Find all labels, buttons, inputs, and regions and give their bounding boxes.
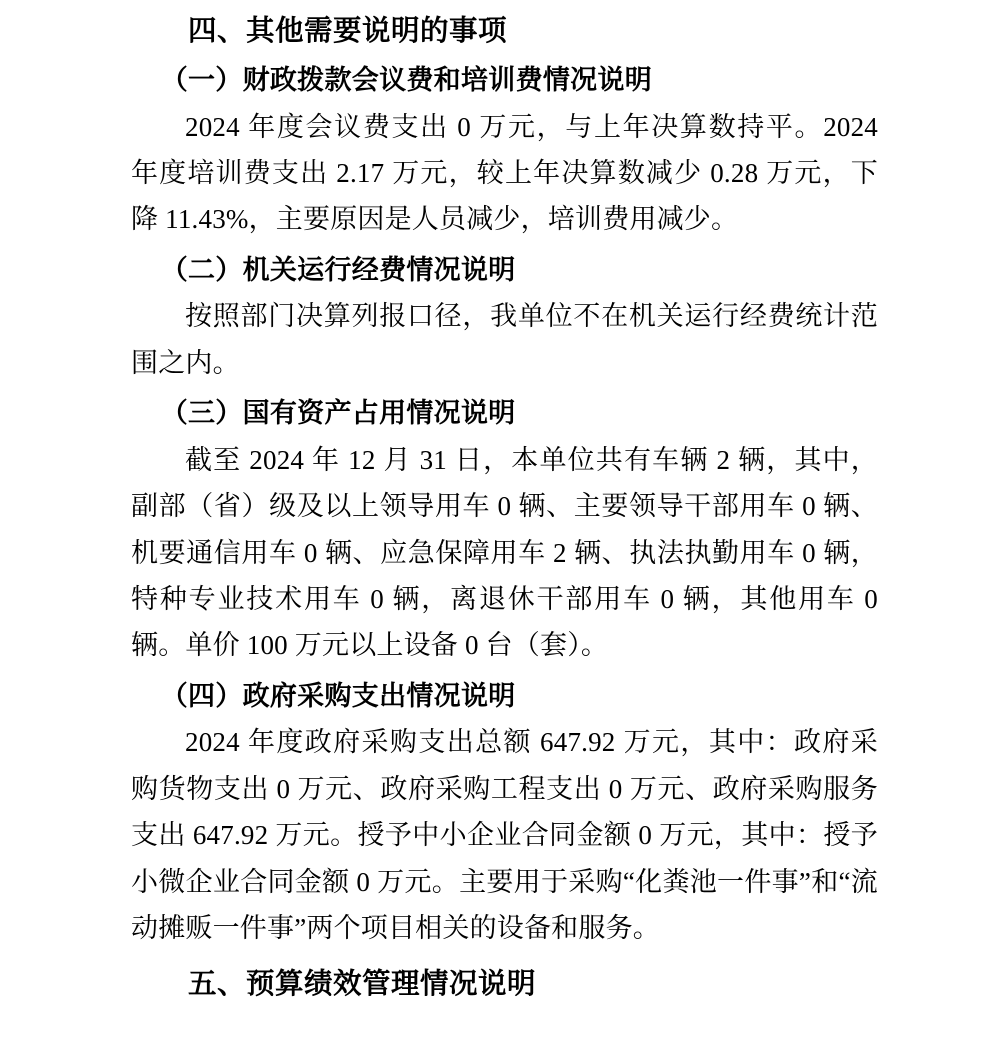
subsection-heading-4: （四）政府采购支出情况说明: [160, 680, 516, 711]
subsection-heading-3: （三）国有资产占用情况说明: [160, 398, 516, 429]
paragraph-meeting-training-fees: 2024 年度会议费支出 0 万元，与上年决算数持平。2024 年度培训费支出 2.17 万元，较上年决算数减少 0.28 万元，下降 11.43%，主要原因是人员减少，培训费用减少。: [131, 111, 878, 235]
block-spacer: [131, 951, 878, 961]
section-heading-5: 五、预算绩效管理情况说明: [188, 968, 537, 1001]
section-heading-4: 四、其他需要说明的事项: [188, 15, 508, 47]
subsection-heading-1: （一）财政拨款会议费和培训费情况说明: [160, 65, 653, 96]
paragraph-operating-funds: 按照部门决算列报口径，我单位不在机关运行经费统计范围之内。: [131, 301, 878, 378]
subsection-heading-2: （二）机关运行经费情况说明: [160, 254, 516, 285]
paragraph-state-assets: 截至 2024 年 12 月 31 日，本单位共有车辆 2 辆，其中，副部（省）级及以上领导用车 0 辆、主要领导干部用车 0 辆、机要通信用车 0 辆、应急保障用车 2 辆、执法执勤用车 0 辆，特种专业技术用车 0 辆，离退休干部用车 0 辆，其他用车 0 辆。单价 100 万元以上设备 0 台（套）。: [131, 444, 878, 661]
paragraph-government-procurement: 2024 年度政府采购支出总额 647.92 万元，其中：政府采购货物支出 0 万元、政府采购工程支出 0 万元、政府采购服务支出 647.92 万元。授予中小企业合同金额 0 万元，其中：授予小微企业合同金额 0 万元。主要用于采购“化粪池一件事”和“流动摊贩一件事”两个项目相关的设备和服务。: [131, 727, 878, 944]
